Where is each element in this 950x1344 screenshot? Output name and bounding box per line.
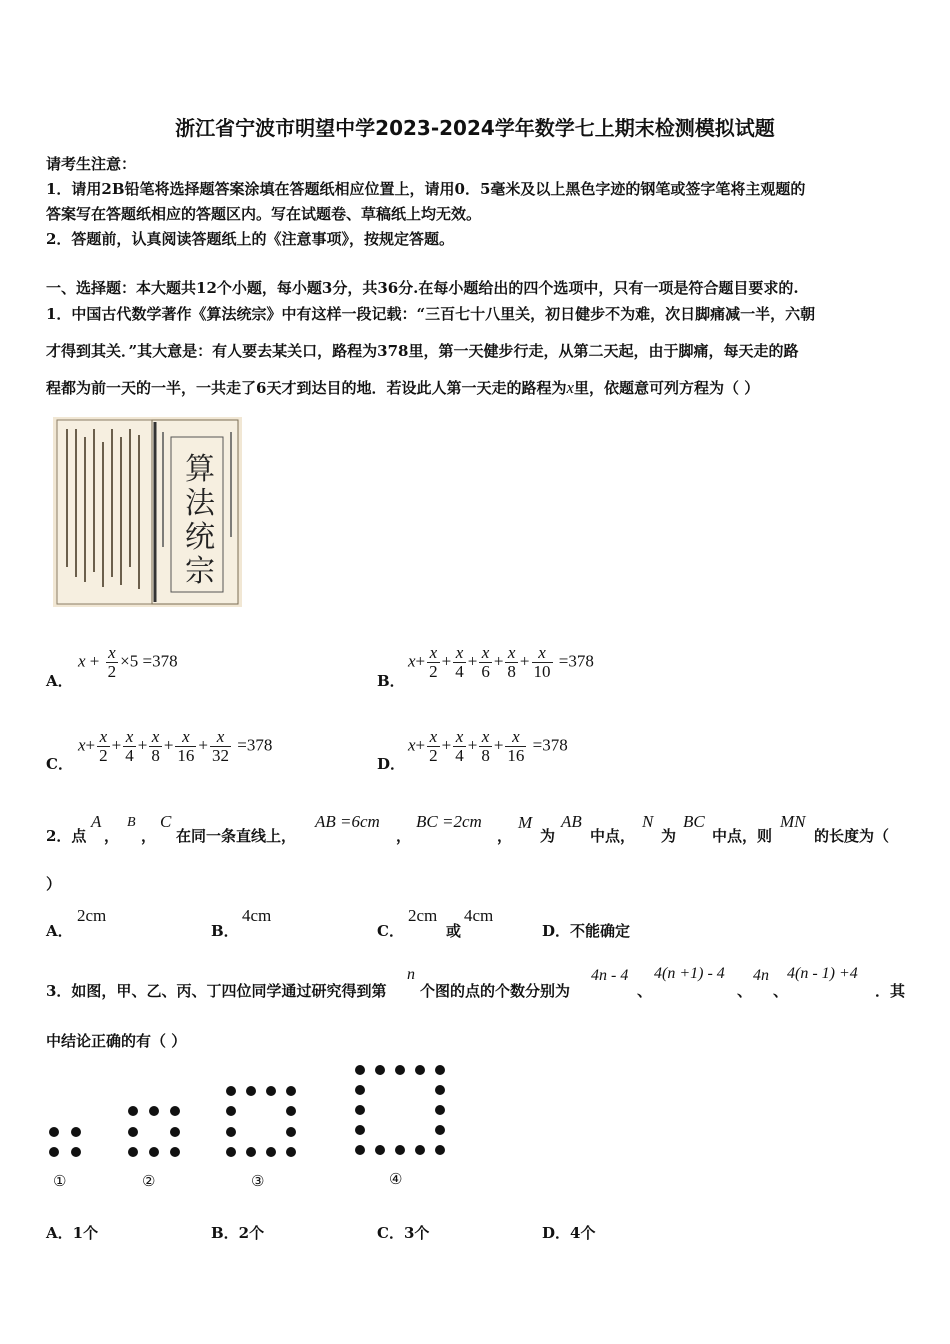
q1-line2: 才得到其关．”其大意是：有人要去某关口，路程为378里，第一天健步行走，从第二天起，由于脚痛，每天走的路 [46, 342, 799, 360]
q2-option-b-label: B． [211, 922, 239, 940]
q2-ab-eq: AB =6cm [315, 812, 380, 831]
q2-m: M [518, 813, 533, 832]
q3-text2: 个图的点的个数分别为 [420, 982, 571, 1000]
book-title-char-1: 算 [185, 452, 215, 487]
q1-option-a-formula: x + $\frac{x}{2}$ ×5 =378 [78, 643, 178, 681]
q1-option-c-formula: x+ $\frac{x}{2}$ + $\frac{x}{4}$ + $\frac{x}{8}$ + $\frac{x}{16}$ + $\frac{x}{32}$ =378 [78, 727, 273, 765]
q1-line3: 程都为前一天的一半，一共走了6天才到达目的地．若设此人第一天走的路程为x里，依题意可列方程为（ ） [46, 378, 760, 397]
q2-point-c: C [160, 812, 172, 831]
q3-text1: 3．如图，甲、乙、丙、丁四位同学通过研究得到第 [46, 982, 387, 1000]
q1-option-b-formula: x+ $\frac{x}{2}$ + $\frac{x}{4}$ + $\frac{x}{6}$ + $\frac{x}{8}$ + $\frac{x}{10}$ =378 [408, 643, 594, 681]
q2-wei-2: 为 [661, 827, 677, 845]
q2-n: N [642, 812, 654, 831]
q3-sep-1: 、 [637, 982, 653, 1000]
q2-close: ） [46, 875, 62, 893]
figure-label-2: ② [142, 1172, 156, 1190]
q2-comma-1: ， [104, 827, 120, 845]
q2-mid-2: 中点，则 [712, 827, 773, 845]
q2-comma-4: ， [497, 827, 513, 845]
q3-formula-3: 4n [753, 967, 769, 984]
figure-3 [226, 1086, 296, 1157]
q1-option-c-label: C． [46, 755, 73, 773]
q2-point-b: B [127, 815, 136, 830]
q2-mn: MN [780, 812, 806, 831]
q1-option-a-label: A． [46, 672, 73, 690]
notice-heading: 请考生注意： [46, 155, 137, 173]
page-title: 浙江省宁波市明望中学2023-2024学年数学七上期末检测模拟试题 [175, 116, 775, 140]
q3-formula-2: 4(n +1) - 4 [654, 965, 725, 982]
q3-text3: ．其 [875, 982, 906, 1000]
q3-sep-2: 、 [737, 982, 753, 1000]
notice-item2: 2．答题前，认真阅读答题纸上的《注意事项》，按规定答题。 [46, 230, 454, 248]
q3-option-a: A．1个 [46, 1224, 99, 1242]
q3-formula-4: 4(n - 1) +4 [787, 965, 858, 982]
q2-point-a: A [91, 812, 102, 831]
q1-line1: 1．中国古代数学著作《算法统宗》中有这样一段记载：“三百七十八里关，初日健步不为难，次日脚痛减一半，六朝 [46, 305, 816, 323]
q1-option-d-formula: x+ $\frac{x}{2}$ + $\frac{x}{4}$ + $\frac{x}{8}$ + $\frac{x}{16}$ =378 [408, 727, 568, 765]
q2-num: 2．点 [46, 827, 87, 845]
q3-option-d: D．4个 [542, 1224, 596, 1242]
q2-ab: AB [561, 812, 582, 831]
q3-n: n [407, 966, 415, 983]
figure-label-3: ③ [251, 1172, 265, 1190]
figure-2 [128, 1106, 180, 1157]
q2-option-a-value: 2cm [77, 906, 107, 925]
q2-tail: 的长度为（ [814, 827, 890, 845]
q2-mid-1: 中点， [590, 827, 636, 845]
q2-bc-eq: BC =2cm [416, 812, 482, 831]
q2-option-c-or: 或 [446, 922, 462, 940]
figure-label-4: ④ [389, 1170, 403, 1188]
q3-sep-3: 、 [773, 982, 789, 1000]
q2-comma-3: ， [396, 827, 412, 845]
q2-option-d: D．不能确定 [542, 922, 631, 940]
q3-line2: 中结论正确的有（ ） [46, 1032, 187, 1050]
q2-comma-2: ， [141, 827, 157, 845]
notice-item1-line2: 答案写在答题纸相应的答题区内。写在试题卷、草稿纸上均无效。 [46, 205, 482, 223]
q3-option-b: B．2个 [211, 1224, 265, 1242]
q2-bc: BC [683, 812, 705, 831]
book-title-char-4: 宗 [185, 554, 215, 589]
q2-option-c-label: C． [377, 922, 404, 940]
q2-option-b-value: 4cm [242, 906, 272, 925]
q2-wei-1: 为 [540, 827, 556, 845]
book-image [53, 417, 242, 607]
figure-label-1: ① [53, 1172, 67, 1190]
figure-4 [355, 1065, 445, 1155]
q2-option-c-value2: 4cm [464, 906, 494, 925]
notice-item1-line1: 1．请用2B铅笔将选择题答案涂填在答题纸相应位置上，请用0．5毫米及以上黑色字迹的钢笔或签字笔将主观题的 [46, 180, 806, 198]
q2-text1: 在同一条直线上， [176, 827, 297, 845]
q3-option-c: C．3个 [377, 1224, 430, 1242]
book-title-char-2: 法 [185, 486, 215, 521]
q2-option-c-value1: 2cm [408, 906, 438, 925]
q1-option-d-label: D． [377, 755, 406, 773]
figure-1 [49, 1127, 81, 1157]
book-title-char-3: 统 [185, 520, 215, 555]
section-heading: 一、选择题：本大题共12个小题，每小题3分，共36分.在每小题给出的四个选项中，只有一项是符合题目要求的. [46, 279, 799, 297]
q1-option-b-label: B． [377, 672, 405, 690]
q3-formula-1: 4n - 4 [591, 967, 629, 984]
q2-option-a-label: A． [46, 922, 73, 940]
